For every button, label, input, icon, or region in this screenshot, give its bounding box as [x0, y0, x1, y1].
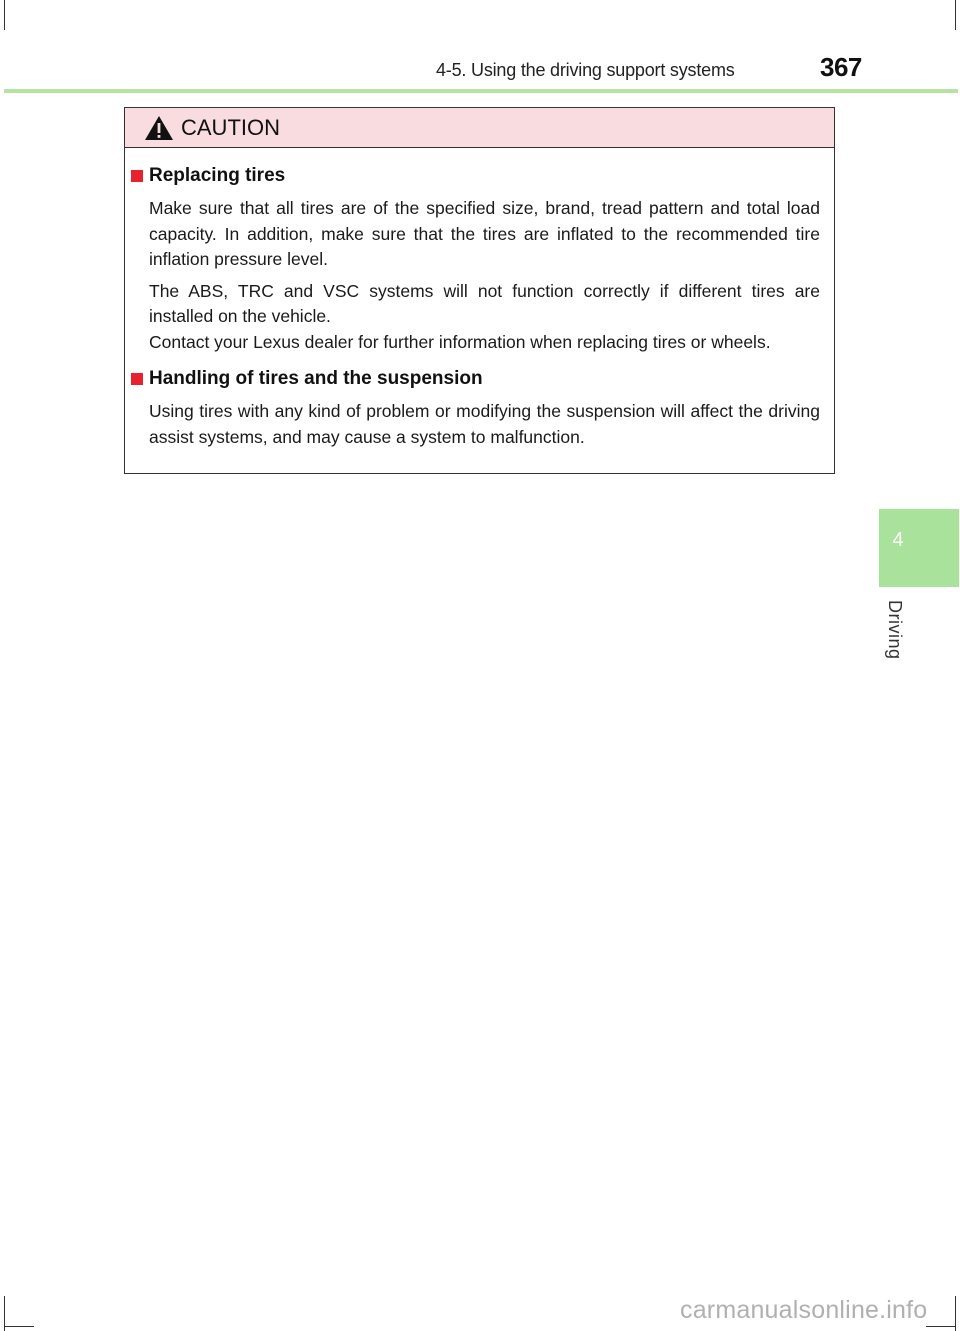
page-number: 367 — [820, 52, 862, 82]
caution-title: CAUTION — [181, 114, 280, 140]
section-heading-replacing-tires — [131, 162, 820, 190]
watermark: carmanualsonline.info — [680, 1296, 928, 1324]
crop-mark — [955, 0, 956, 30]
warning-triangle-icon — [143, 114, 175, 142]
section-heading-text: Replacing tires — [149, 165, 286, 186]
bullet-square-icon — [131, 373, 143, 385]
caution-body — [125, 148, 834, 450]
chapter-label: Driving — [885, 600, 905, 660]
paragraph: Contact your Lexus dealer for further information when replacing tires or wheels. — [149, 331, 771, 352]
chapter-number: 4 — [892, 529, 904, 551]
crop-mark — [926, 1326, 956, 1327]
paragraph: Make sure that all tires are of the specified size, brand, tread pattern and total load capacity. In addition, make sure that the tires are inflated to the recommended tire inflation pressure level. — [149, 198, 820, 269]
crop-mark — [4, 0, 5, 30]
header-rule — [4, 89, 958, 93]
paragraph: Using tires with any kind of problem or modifying the suspension will affect the driving assist systems, and may cause a system to malfunction. — [149, 401, 820, 447]
caution-header — [125, 108, 834, 148]
chapter-tab — [879, 509, 959, 587]
caution-box — [124, 107, 835, 474]
section-header: 4-5. Using the driving support systems — [436, 60, 735, 80]
paragraph: The ABS, TRC and VSC systems will not function correctly if different tires are installed on the vehicle. — [149, 280, 820, 326]
bullet-square-icon — [131, 170, 143, 182]
crop-mark — [4, 1326, 34, 1327]
section-heading-text: Handling of tires and the suspension — [149, 368, 483, 389]
section-heading-handling-tires — [131, 365, 820, 393]
